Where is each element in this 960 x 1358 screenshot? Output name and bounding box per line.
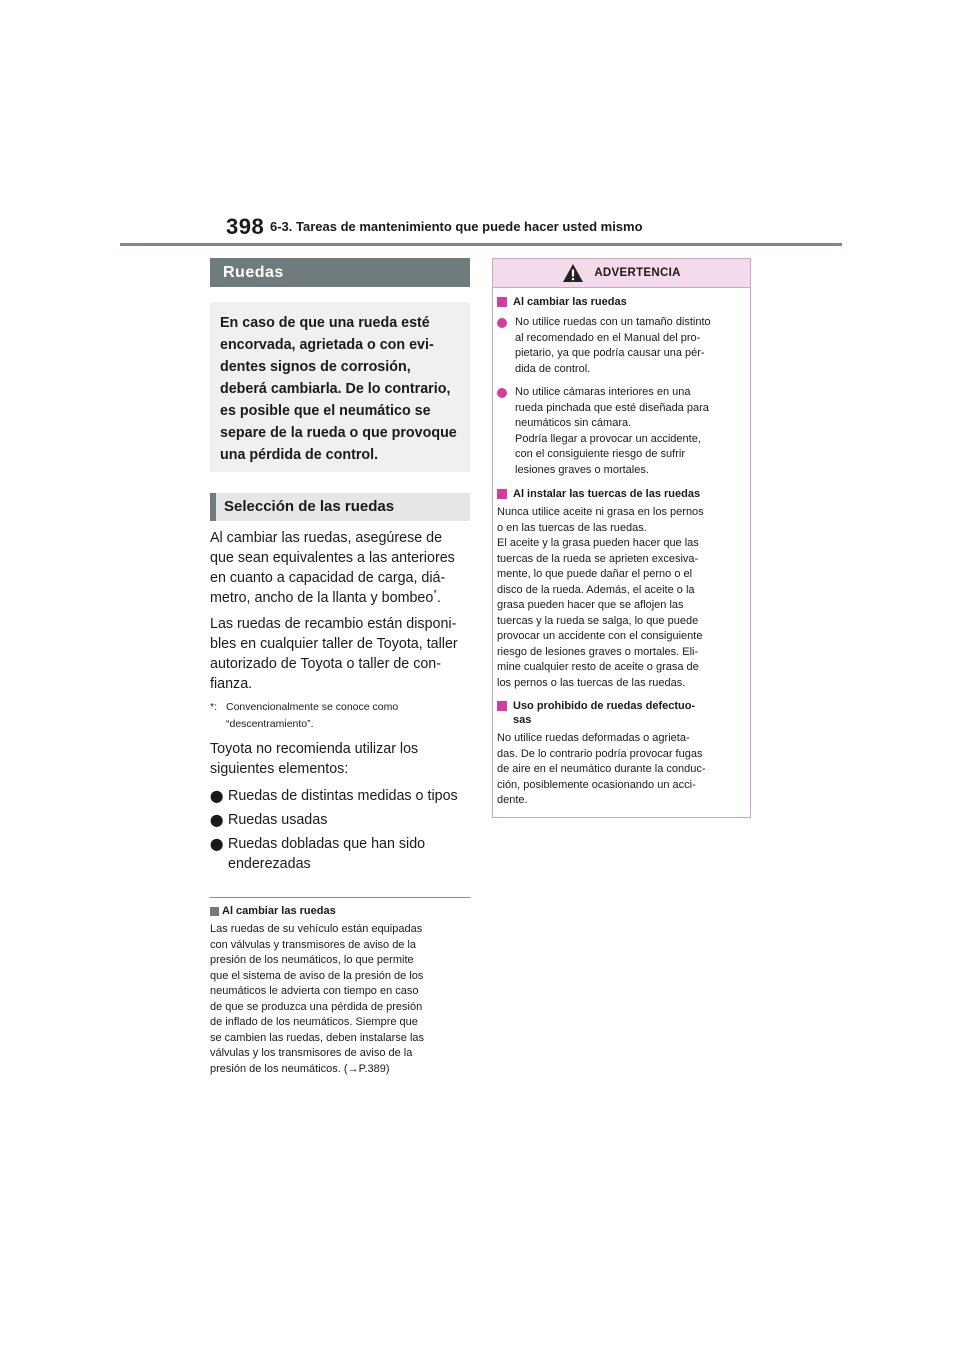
intro-line: separe de la rueda o que provoque bbox=[220, 425, 457, 441]
text-line: o en las tuercas de las ruedas. bbox=[497, 521, 647, 534]
running-head: 6-3. Tareas de mantenimiento que puede hacer usted mismo bbox=[270, 219, 643, 234]
text-line: El aceite y la grasa pueden hacer que las bbox=[497, 537, 699, 549]
text-line: de que se produzca una pérdida de presión bbox=[210, 1000, 423, 1013]
text-line: de inflado de los neumáticos. Siempre que bbox=[210, 1016, 418, 1028]
text-line: tuercas y la rueda se salga, lo que puede bbox=[497, 614, 699, 627]
square-bullet-icon bbox=[497, 297, 507, 307]
text-line: en cuanto a capacidad de carga, diá- bbox=[210, 570, 446, 586]
warning-heading-cambiar bbox=[497, 295, 746, 309]
text-line: “descentramiento”. bbox=[226, 718, 314, 730]
text-line: de aire en el neumático durante la conduc- bbox=[497, 763, 706, 775]
warning-triangle-icon bbox=[562, 263, 584, 283]
circle-bullet-icon bbox=[497, 388, 507, 398]
text-line bbox=[210, 588, 470, 608]
paragraph-cambiar-ruedas bbox=[210, 528, 470, 608]
list-item bbox=[210, 786, 470, 806]
square-bullet-icon bbox=[497, 701, 507, 711]
note-divider bbox=[210, 897, 470, 898]
text-line: presión de los neumáticos, lo que permite bbox=[210, 954, 414, 966]
text-line: Ruedas usadas bbox=[228, 812, 328, 828]
text-run: . bbox=[436, 590, 441, 606]
warning-heading-defectuosas bbox=[497, 699, 746, 727]
text-line: Al cambiar las ruedas, asegúrese de bbox=[210, 530, 443, 546]
intro-line: dentes signos de corrosión, bbox=[220, 359, 411, 375]
text-line: das. De lo contrario podría provocar fugas bbox=[497, 747, 703, 760]
text-line: No utilice ruedas deformadas o agrieta- bbox=[497, 732, 690, 744]
intro-line: En caso de que una rueda esté bbox=[220, 315, 430, 331]
text-line: Nunca utilice aceite ni grasa en los pernos bbox=[497, 506, 704, 518]
footnote-ref: * bbox=[433, 588, 437, 599]
text-line: lesiones graves o mortales. bbox=[515, 463, 649, 476]
bullet-list bbox=[210, 786, 470, 874]
text-line: autorizado de Toyota o taller de con- bbox=[210, 656, 442, 672]
text-line: al recomendado en el Manual del pro- bbox=[515, 331, 701, 344]
bullet-dot-icon: ⬤ bbox=[210, 813, 224, 827]
square-bullet-icon bbox=[210, 907, 219, 916]
intro-line: encorvada, agrietada o con evi- bbox=[220, 337, 434, 353]
text-line: con válvulas y transmisores de aviso de la bbox=[210, 938, 417, 951]
footnote bbox=[210, 699, 470, 733]
warning-title: ADVERTENCIA bbox=[594, 267, 681, 279]
text-line: Las ruedas de recambio están disponi- bbox=[210, 616, 457, 632]
text-line: Uso prohibido de ruedas defectuo- bbox=[513, 700, 696, 712]
page-number: 398 bbox=[226, 214, 265, 239]
warning-bullet bbox=[497, 385, 746, 478]
text-line: mine cualquier resto de aceite o grasa de bbox=[497, 661, 699, 673]
text-line: neumáticos sin cámara. bbox=[515, 417, 632, 429]
bullet-dot-icon: ⬤ bbox=[210, 837, 224, 851]
text-line: dente. bbox=[497, 794, 528, 806]
text-line: presión de los neumáticos. (→P.389) bbox=[210, 1062, 390, 1075]
text-line: sas bbox=[513, 714, 532, 726]
paragraph-no-recomienda bbox=[210, 739, 470, 779]
text-line: Las ruedas de su vehículo están equipadas bbox=[210, 923, 423, 935]
left-column bbox=[210, 258, 470, 1077]
text-line: los pernos o las tuercas de las ruedas. bbox=[497, 676, 686, 689]
footnote-text bbox=[226, 699, 398, 733]
text-run: metro, ancho de la llanta y bombeo bbox=[210, 590, 434, 606]
text-line: Podría llegar a provocar un accidente, bbox=[515, 432, 701, 445]
text-line: tuercas de la rueda se aprieten excesiva- bbox=[497, 552, 699, 565]
text-line: válvulas y los transmisores de aviso de la bbox=[210, 1047, 413, 1059]
list-item bbox=[210, 810, 470, 830]
text-line: que el sistema de aviso de la presión de los bbox=[210, 969, 424, 982]
text-line: mente, lo que puede dañar el perno o el bbox=[497, 568, 693, 580]
text-line: Ruedas de distintas medidas o tipos bbox=[228, 788, 458, 804]
text-line: provocar un accidente con el consiguiente bbox=[497, 630, 703, 642]
warning-text-defectuosas bbox=[497, 731, 746, 809]
text-line: disco de la rueda. Además, el aceite o la bbox=[497, 583, 695, 596]
warning-text-tuercas bbox=[497, 505, 746, 691]
text-line: se cambien las ruedas, deben instalarse las bbox=[210, 1031, 425, 1044]
text-line: dida de control. bbox=[515, 362, 591, 375]
text-line: Convencionalmente se conoce como bbox=[226, 701, 399, 713]
note-heading-text: Al cambiar las ruedas bbox=[222, 905, 336, 917]
text-line: siguientes elementos: bbox=[210, 761, 349, 777]
text-line: pietario, ya que podría causar una pér- bbox=[515, 347, 705, 359]
intro-box bbox=[210, 302, 470, 472]
text-line: Toyota no recomienda utilizar los bbox=[210, 741, 419, 757]
warning-bullet bbox=[497, 315, 746, 377]
text-line: neumáticos le advierta con tiempo en caso bbox=[210, 985, 419, 997]
text-line: Ruedas dobladas que han sido bbox=[228, 836, 426, 852]
note-heading bbox=[210, 903, 470, 919]
sub-heading-seleccion: Selección de las ruedas bbox=[210, 493, 470, 521]
intro-line: una pérdida de control. bbox=[220, 447, 379, 463]
text-line: que sean equivalentes a las anteriores bbox=[210, 550, 455, 566]
text-line: fianza. bbox=[210, 676, 253, 692]
header-rule bbox=[120, 243, 842, 246]
footnote-mark: *: bbox=[210, 701, 218, 713]
square-bullet-icon bbox=[497, 489, 507, 499]
text-line: riesgo de lesiones graves o mortales. Eli- bbox=[497, 645, 699, 658]
text-line: grasa pueden hacer que se aflojen las bbox=[497, 599, 684, 611]
circle-bullet-icon bbox=[497, 318, 507, 328]
warning-header bbox=[493, 259, 750, 288]
warning-heading-tuercas bbox=[497, 487, 746, 501]
paragraph-recambio bbox=[210, 614, 470, 694]
intro-line: deberá cambiarla. De lo contrario, bbox=[220, 381, 451, 397]
text-line: No utilice cámaras interiores en una bbox=[515, 386, 691, 398]
list-item bbox=[210, 834, 470, 874]
text-line: ción, posiblemente ocasionando un acci- bbox=[497, 778, 696, 791]
warning-box bbox=[492, 258, 751, 818]
intro-line: es posible que el neumático se bbox=[220, 403, 431, 419]
text-line: bles en cualquier taller de Toyota, taller bbox=[210, 636, 458, 652]
text-line: No utilice ruedas con un tamaño distinto bbox=[515, 316, 711, 328]
note-text bbox=[210, 922, 470, 1077]
section-title-ruedas: Ruedas bbox=[210, 258, 470, 287]
bullet-dot-icon: ⬤ bbox=[210, 789, 224, 803]
text-line: rueda pinchada que esté diseñada para bbox=[515, 401, 709, 414]
warning-heading-text: Al instalar las tuercas de las ruedas bbox=[513, 488, 701, 500]
right-column bbox=[492, 258, 751, 818]
text-line: con el consiguiente riesgo de sufrir bbox=[515, 448, 685, 460]
warning-heading-text: Al cambiar las ruedas bbox=[513, 296, 627, 308]
text-line: enderezadas bbox=[228, 856, 311, 872]
